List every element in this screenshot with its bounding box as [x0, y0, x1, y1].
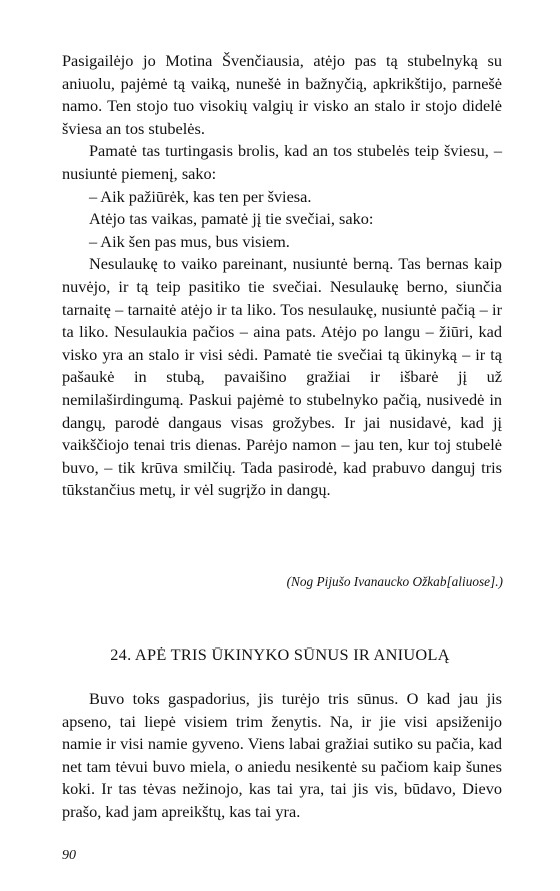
paragraph: Atėjo tas vaikas, pamatė jį tie svečiai, sako:: [89, 209, 374, 229]
story-body: [62, 50, 502, 502]
source-note: (Nog Pijušo Ivanaucko Ožkab[aliuose].): [286, 574, 503, 589]
dialogue-line: – Aik šen pas mus, bus visiem.: [89, 231, 290, 251]
dialogue-line: – Aik pažiūrėk, kas ten per šviesa.: [89, 186, 312, 206]
story-body-2: [62, 688, 502, 824]
paragraph: Nesulaukę to vaiko pareinant, nusiuntė berną. Tas bernas kaip nuvėjo, ir tą teip pasitiko tie svečiai. Nesulaukę berno, siunčia tarnaitę – tarnaitė atėjo ir ta liko. Tos nesulaukę, nusiuntė pačią – ir ta liko. Nesulaukia pačios – aina pats. Atėjo po langu – žiūri, kad visko yra an stalo ir visi sėdi. Pamatė tie svečiai tą ūkinyką – ir tą pašaukė in stubą, pavaišino gražiai ir išbarė jį už nemilaširdingumą. Paskui pajėmė to stubelnyko pačią, nusivedė in dangų, parodė dangaus visas grožybes. Ir jai nusidavė, kad jį vaikščiojo tenai tris dienas. Parėjo namon – jau ten, kur toj stubelė buvo, – tik krūva smilčių. Tada pasirodė, kad prabuvo danguj tris tūkstančius metų, ir vėl sugrįžo in dangų.: [62, 254, 502, 500]
paragraph: Pamatė tas turtingasis brolis, kad an tos stubelės teip šviesu, – nusiuntė piemenį, sako:: [62, 141, 502, 183]
paragraph: Buvo toks gaspadorius, jis turėjo tris sūnus. O kad jau jis apseno, tai liepė visiem trim ženytis. Na, ir jie visi apsiženijo namie ir visi namie gyveno. Viens labai gražiai sutiko su pačia, kad net tam tėvui buvo miela, o aniedu nesikentė su pačiom kaip šunes koki. Ir tas tėvas nežinojo, kas tai yra, tai jis vis, būdavo, Dievo prašo, kad jam apreikštų, kas tai yra.: [62, 689, 502, 821]
section-heading: 24. APĖ TRIS ŪKINYKO SŪNUS IR ANIUOLĄ: [110, 645, 450, 664]
page-number: 90: [62, 848, 76, 863]
paragraph: Pasigailėjo jo Motina Švenčiausia, atėjo pas tą stubelnyką su aniuolu, pajėmė tą vaiką, nunešė in bažnyčią, apkrikštijo, parnešė namo. Ten stojo tuo visokių valgių ir visko an stalo ir stojo didelė šviesa an tos stubelės.: [62, 51, 502, 138]
